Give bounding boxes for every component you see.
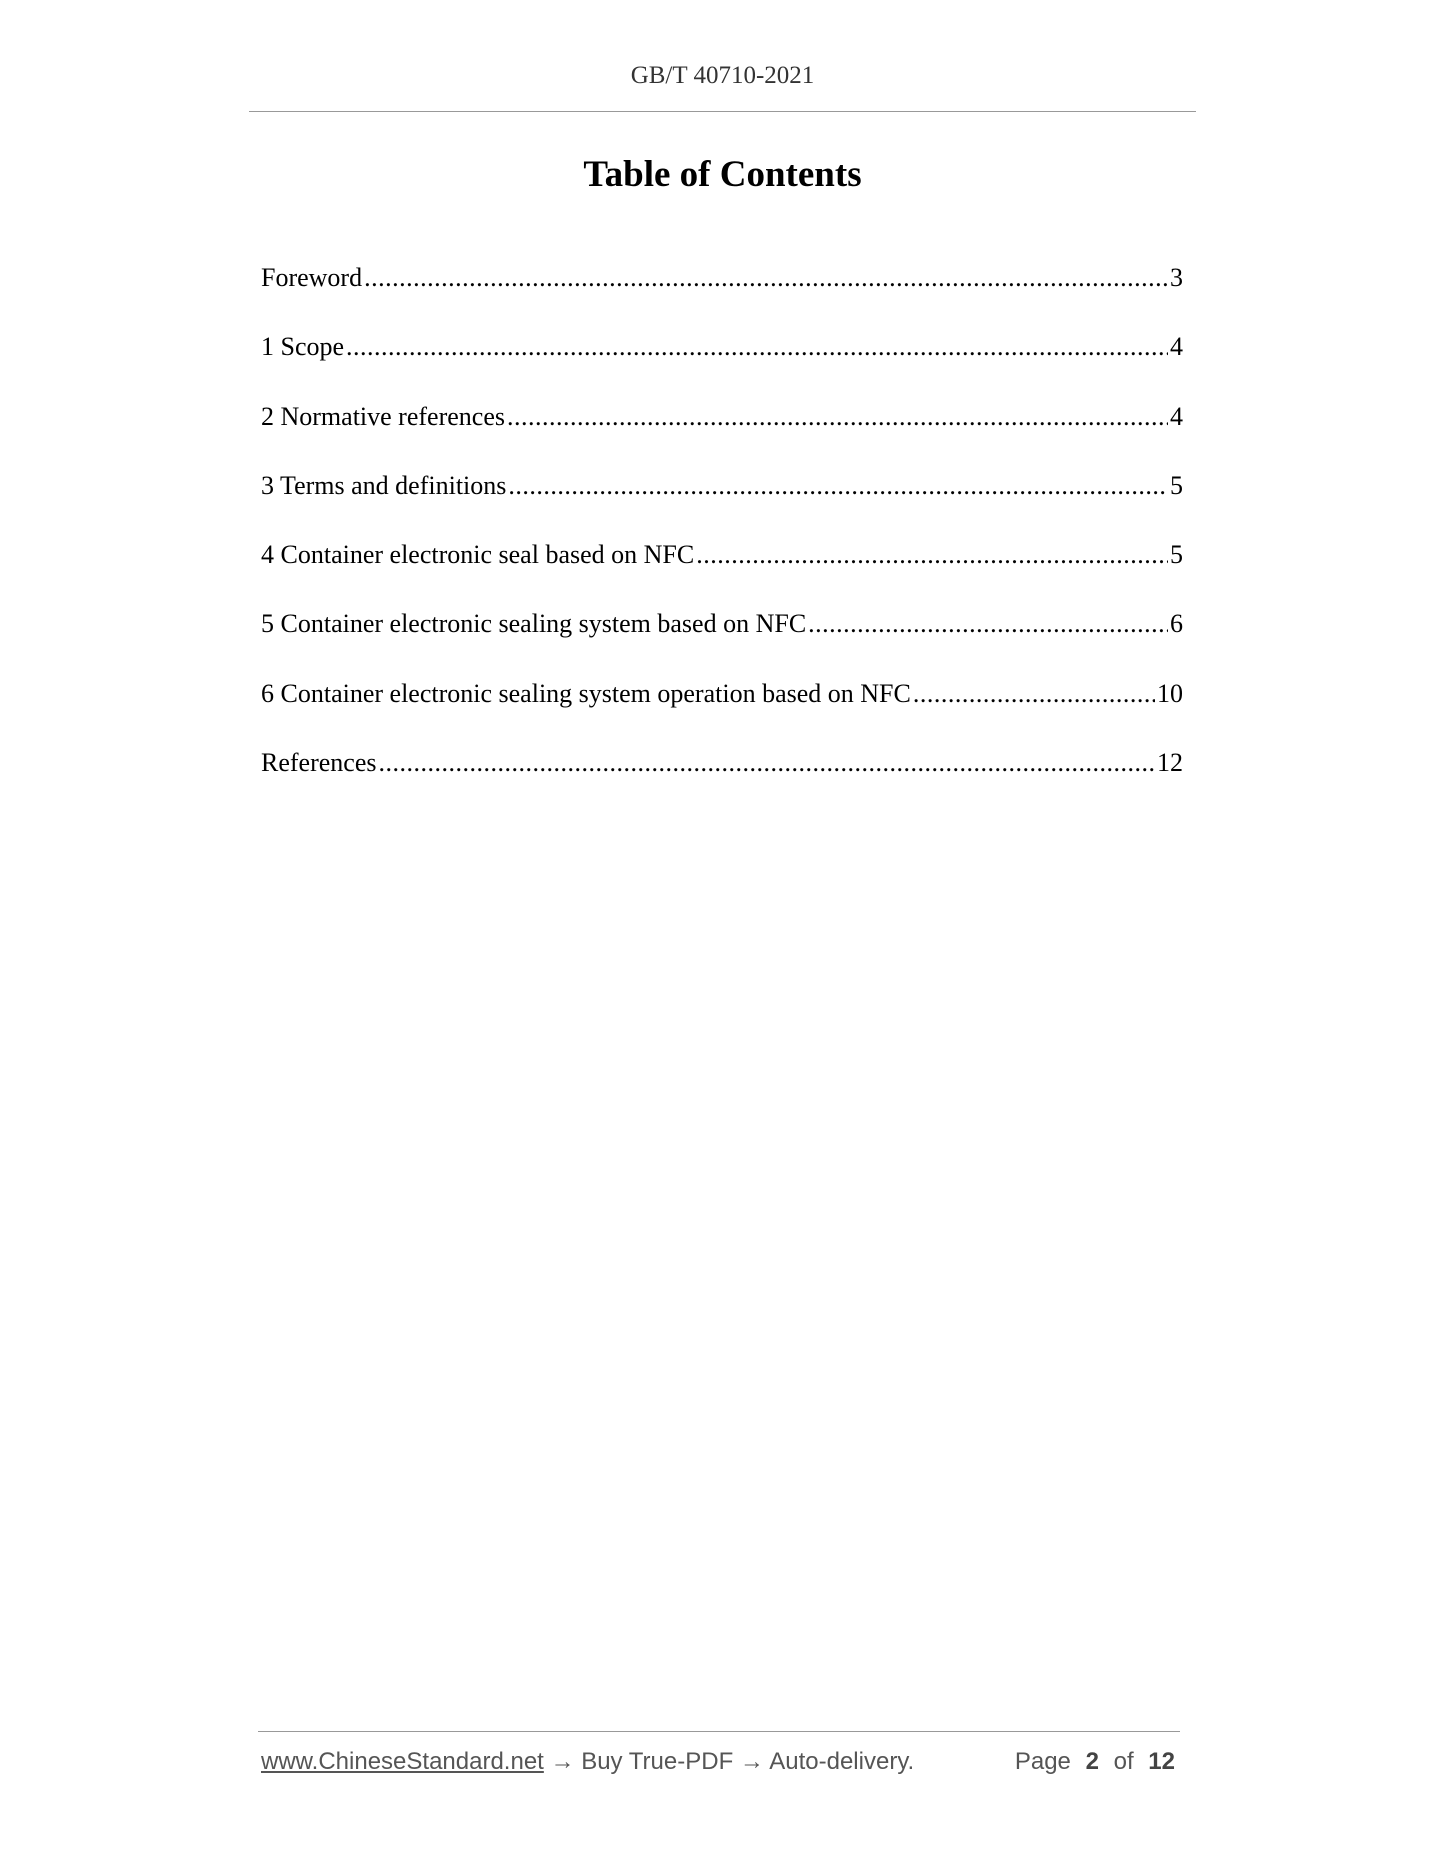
toc-entry-text: 5 Container electronic sealing system based on NFC (261, 609, 807, 639)
toc-entry-page: 6 (1170, 609, 1183, 639)
arrow-right-icon: → (739, 1748, 764, 1775)
toc-entry-foreword[interactable] (261, 263, 1183, 332)
toc-leader-dots (507, 402, 1168, 432)
header-divider (249, 111, 1196, 112)
toc-entry-text: Foreword (261, 263, 363, 292)
page-footer (261, 1748, 1181, 1782)
footer-promo (261, 1748, 914, 1776)
toc-entry-page: 4 (1170, 401, 1183, 431)
toc-leader-dots (364, 263, 1168, 293)
toc-list (261, 263, 1183, 817)
toc-leader-dots (808, 609, 1168, 639)
page-current: 2 (1085, 1748, 1099, 1775)
toc-entry-page: 3 (1170, 263, 1183, 292)
toc-entry-sealing-system[interactable] (261, 609, 1183, 678)
toc-entry-text: 3 Terms and definitions (261, 470, 507, 500)
toc-entry-references[interactable] (261, 748, 1183, 817)
toc-leader-dots (696, 540, 1168, 570)
arrow-right-icon: → (550, 1748, 575, 1775)
toc-leader-dots (913, 679, 1155, 709)
toc-entry-electronic-seal[interactable] (261, 540, 1183, 609)
toc-entry-page: 10 (1157, 678, 1183, 708)
toc-leader-dots (378, 748, 1155, 778)
toc-entry-text: 4 Container electronic seal based on NFC (261, 540, 695, 570)
buy-pdf-text: Buy True-PDF (581, 1748, 734, 1775)
page-total: 12 (1148, 1748, 1175, 1775)
toc-entry-text: 1 Scope (261, 332, 345, 362)
page-label: Page (1014, 1748, 1071, 1775)
toc-entry-normative-references[interactable] (261, 402, 1183, 471)
toc-leader-dots (508, 471, 1168, 501)
toc-leader-dots (346, 332, 1168, 362)
page-of-label: of (1113, 1748, 1134, 1775)
toc-entry-text: 2 Normative references (261, 401, 505, 431)
website-link[interactable]: www.ChineseStandard.net (261, 1748, 544, 1775)
toc-entry-page: 5 (1170, 540, 1183, 570)
footer-divider (258, 1731, 1180, 1732)
auto-delivery-text: Auto-delivery. (769, 1748, 915, 1775)
toc-entry-text: 6 Container electronic sealing system operation based on NFC (261, 678, 911, 708)
toc-entry-page: 4 (1170, 332, 1183, 362)
toc-entry-page: 5 (1170, 470, 1183, 500)
toc-entry-terms-definitions[interactable] (261, 471, 1183, 540)
toc-title: Table of Contents (583, 154, 862, 195)
toc-entry-text: References (261, 748, 377, 778)
toc-entry-sealing-operation[interactable] (261, 679, 1183, 748)
page-number (1015, 1748, 1175, 1776)
page-header: GB/T 40710-2021 (630, 62, 815, 89)
toc-entry-scope[interactable] (261, 332, 1183, 401)
toc-entry-page: 12 (1157, 748, 1183, 778)
